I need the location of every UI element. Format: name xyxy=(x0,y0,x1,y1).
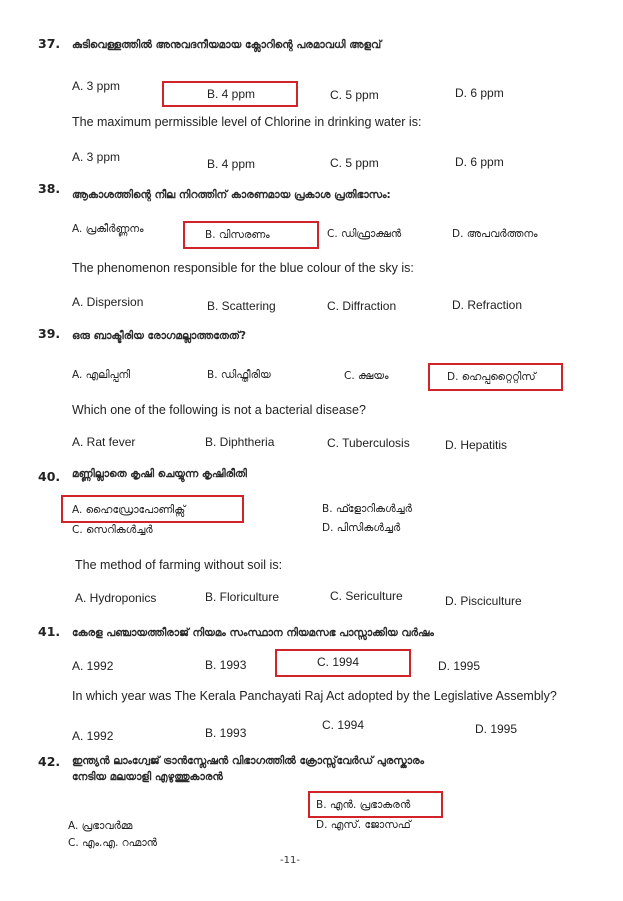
option-a-en: A. 3 ppm xyxy=(72,150,121,164)
option-a-en: A. Rat fever xyxy=(72,435,136,449)
question-text-ml-line1: ഇന്ത്യൻ ലാംഗ്വേജ് ട്രാൻസ്ലേഷൻ വിഭാഗത്തിൽ ക്രോസ്സ്‌വേർഡ് പുരസ്കാരം xyxy=(72,755,424,767)
option-d-ml: D. അപവർത്തനം xyxy=(452,228,538,240)
question-number: 38. xyxy=(38,181,61,196)
question-text-en: The method of farming without soil is: xyxy=(75,558,283,572)
page-number: -11- xyxy=(280,855,300,866)
option-c-ml: C. സെറികൾച്ചർ xyxy=(72,524,153,536)
option-a-en: A. Dispersion xyxy=(72,295,144,309)
option-d-ml: D. എസ്. ജോസഫ് xyxy=(316,819,411,831)
option-c-ml: C. ക്ഷയം xyxy=(344,370,389,382)
option-d-ml: D. 6 ppm xyxy=(455,86,504,100)
option-a-ml: A. എലിപ്പനി xyxy=(72,369,131,381)
option-c-ml: C. 1994 xyxy=(317,655,360,669)
option-d-en: D. 1995 xyxy=(475,722,518,736)
option-a-ml: A. ഹൈഡ്രോപോണിക്സ് xyxy=(72,504,186,516)
option-c-en: C. 1994 xyxy=(322,718,365,732)
option-d-en: D. Pisciculture xyxy=(445,594,522,608)
question-number: 41. xyxy=(38,624,61,639)
option-c-en: C. Sericulture xyxy=(330,589,403,603)
option-b-en: B. 4 ppm xyxy=(207,157,256,171)
option-c-ml: C. ഡിഫ്രാക്ഷൻ xyxy=(327,228,402,240)
option-c-en: C. 5 ppm xyxy=(330,156,379,170)
option-d-ml: D. ഹെപ്പറ്റൈറ്റിസ് xyxy=(447,371,536,383)
question-text-en: In which year was The Kerala Panchayati Raj Act adopted by the Legislative Assembly? xyxy=(72,689,557,703)
option-c-en: C. Tuberculosis xyxy=(327,436,410,450)
question-text-ml: കേരള പഞ്ചായത്തീരാജ് നിയമം സംസ്ഥാന നിയമസഭ പാസ്സാക്കിയ വർഷം xyxy=(72,627,434,639)
option-b-ml: B. എൻ. പ്രഭാകരൻ xyxy=(316,799,411,811)
option-b-en: B. Diphtheria xyxy=(205,435,275,449)
option-d-en: D. Refraction xyxy=(452,298,523,312)
option-b-ml: B. 1993 xyxy=(205,658,247,672)
question-text-ml-line2: നേടിയ മലയാളി എഴുത്തുകാരൻ xyxy=(72,771,223,783)
option-b-ml: B. വിസരണം xyxy=(205,229,270,241)
option-c-ml: C. 5 ppm xyxy=(330,88,379,102)
question-text-en: The phenomenon responsible for the blue colour of the sky is: xyxy=(72,261,414,275)
option-d-ml: D. 1995 xyxy=(438,659,481,673)
option-a-ml: A. പ്രകീർണ്ണനം xyxy=(72,223,144,235)
question-number: 39. xyxy=(38,326,61,341)
option-b-ml: B. ഫ്ളോറികൾച്ചർ xyxy=(322,503,413,515)
option-d-en: D. Hepatitis xyxy=(445,438,508,452)
option-a-ml: A. 3 ppm xyxy=(72,79,121,93)
option-b-en: B. Scattering xyxy=(207,299,276,313)
option-b-ml: B. 4 ppm xyxy=(207,87,256,101)
question-text-ml: മണ്ണില്ലാതെ കൃഷി ചെയ്യുന്ന കൃഷിരീതി xyxy=(72,468,247,480)
question-number: 42. xyxy=(38,754,61,769)
option-c-en: C. Diffraction xyxy=(327,299,397,313)
question-text-ml: ഒരു ബാക്ടീരിയ രോഗമല്ലാത്തതേത്? xyxy=(72,330,246,342)
option-a-ml: A. 1992 xyxy=(72,659,114,673)
question-number: 40. xyxy=(38,469,61,484)
option-b-ml: B. ഡിഫ്തീരിയ xyxy=(207,369,271,381)
option-b-en: B. 1993 xyxy=(205,726,247,740)
option-d-en: D. 6 ppm xyxy=(455,155,504,169)
question-text-en: Which one of the following is not a bacterial disease? xyxy=(72,403,366,417)
question-text-ml: ആകാശത്തിന്റെ നീല നിറത്തിന് കാരണമായ പ്രകാശ പ്രതിഭാസം: xyxy=(72,189,391,201)
option-a-en: A. Hydroponics xyxy=(75,591,157,605)
option-a-ml: A. പ്രഭാവർമ്മ xyxy=(68,820,133,832)
question-text-en: The maximum permissible level of Chlorine in drinking water is: xyxy=(72,115,422,129)
question-number: 37. xyxy=(38,36,61,51)
option-b-en: B. Floriculture xyxy=(205,590,280,604)
question-text-ml: കുടിവെള്ളത്തിൽ അനുവദനീയമായ ക്ലോറിന്റെ പരമാവധി അളവ് xyxy=(72,39,382,51)
option-c-ml: C. എം.എ. റഹ്മാൻ xyxy=(68,837,158,849)
option-d-ml: D. പിസികൾച്ചർ xyxy=(322,522,401,534)
option-a-en: A. 1992 xyxy=(72,729,114,743)
